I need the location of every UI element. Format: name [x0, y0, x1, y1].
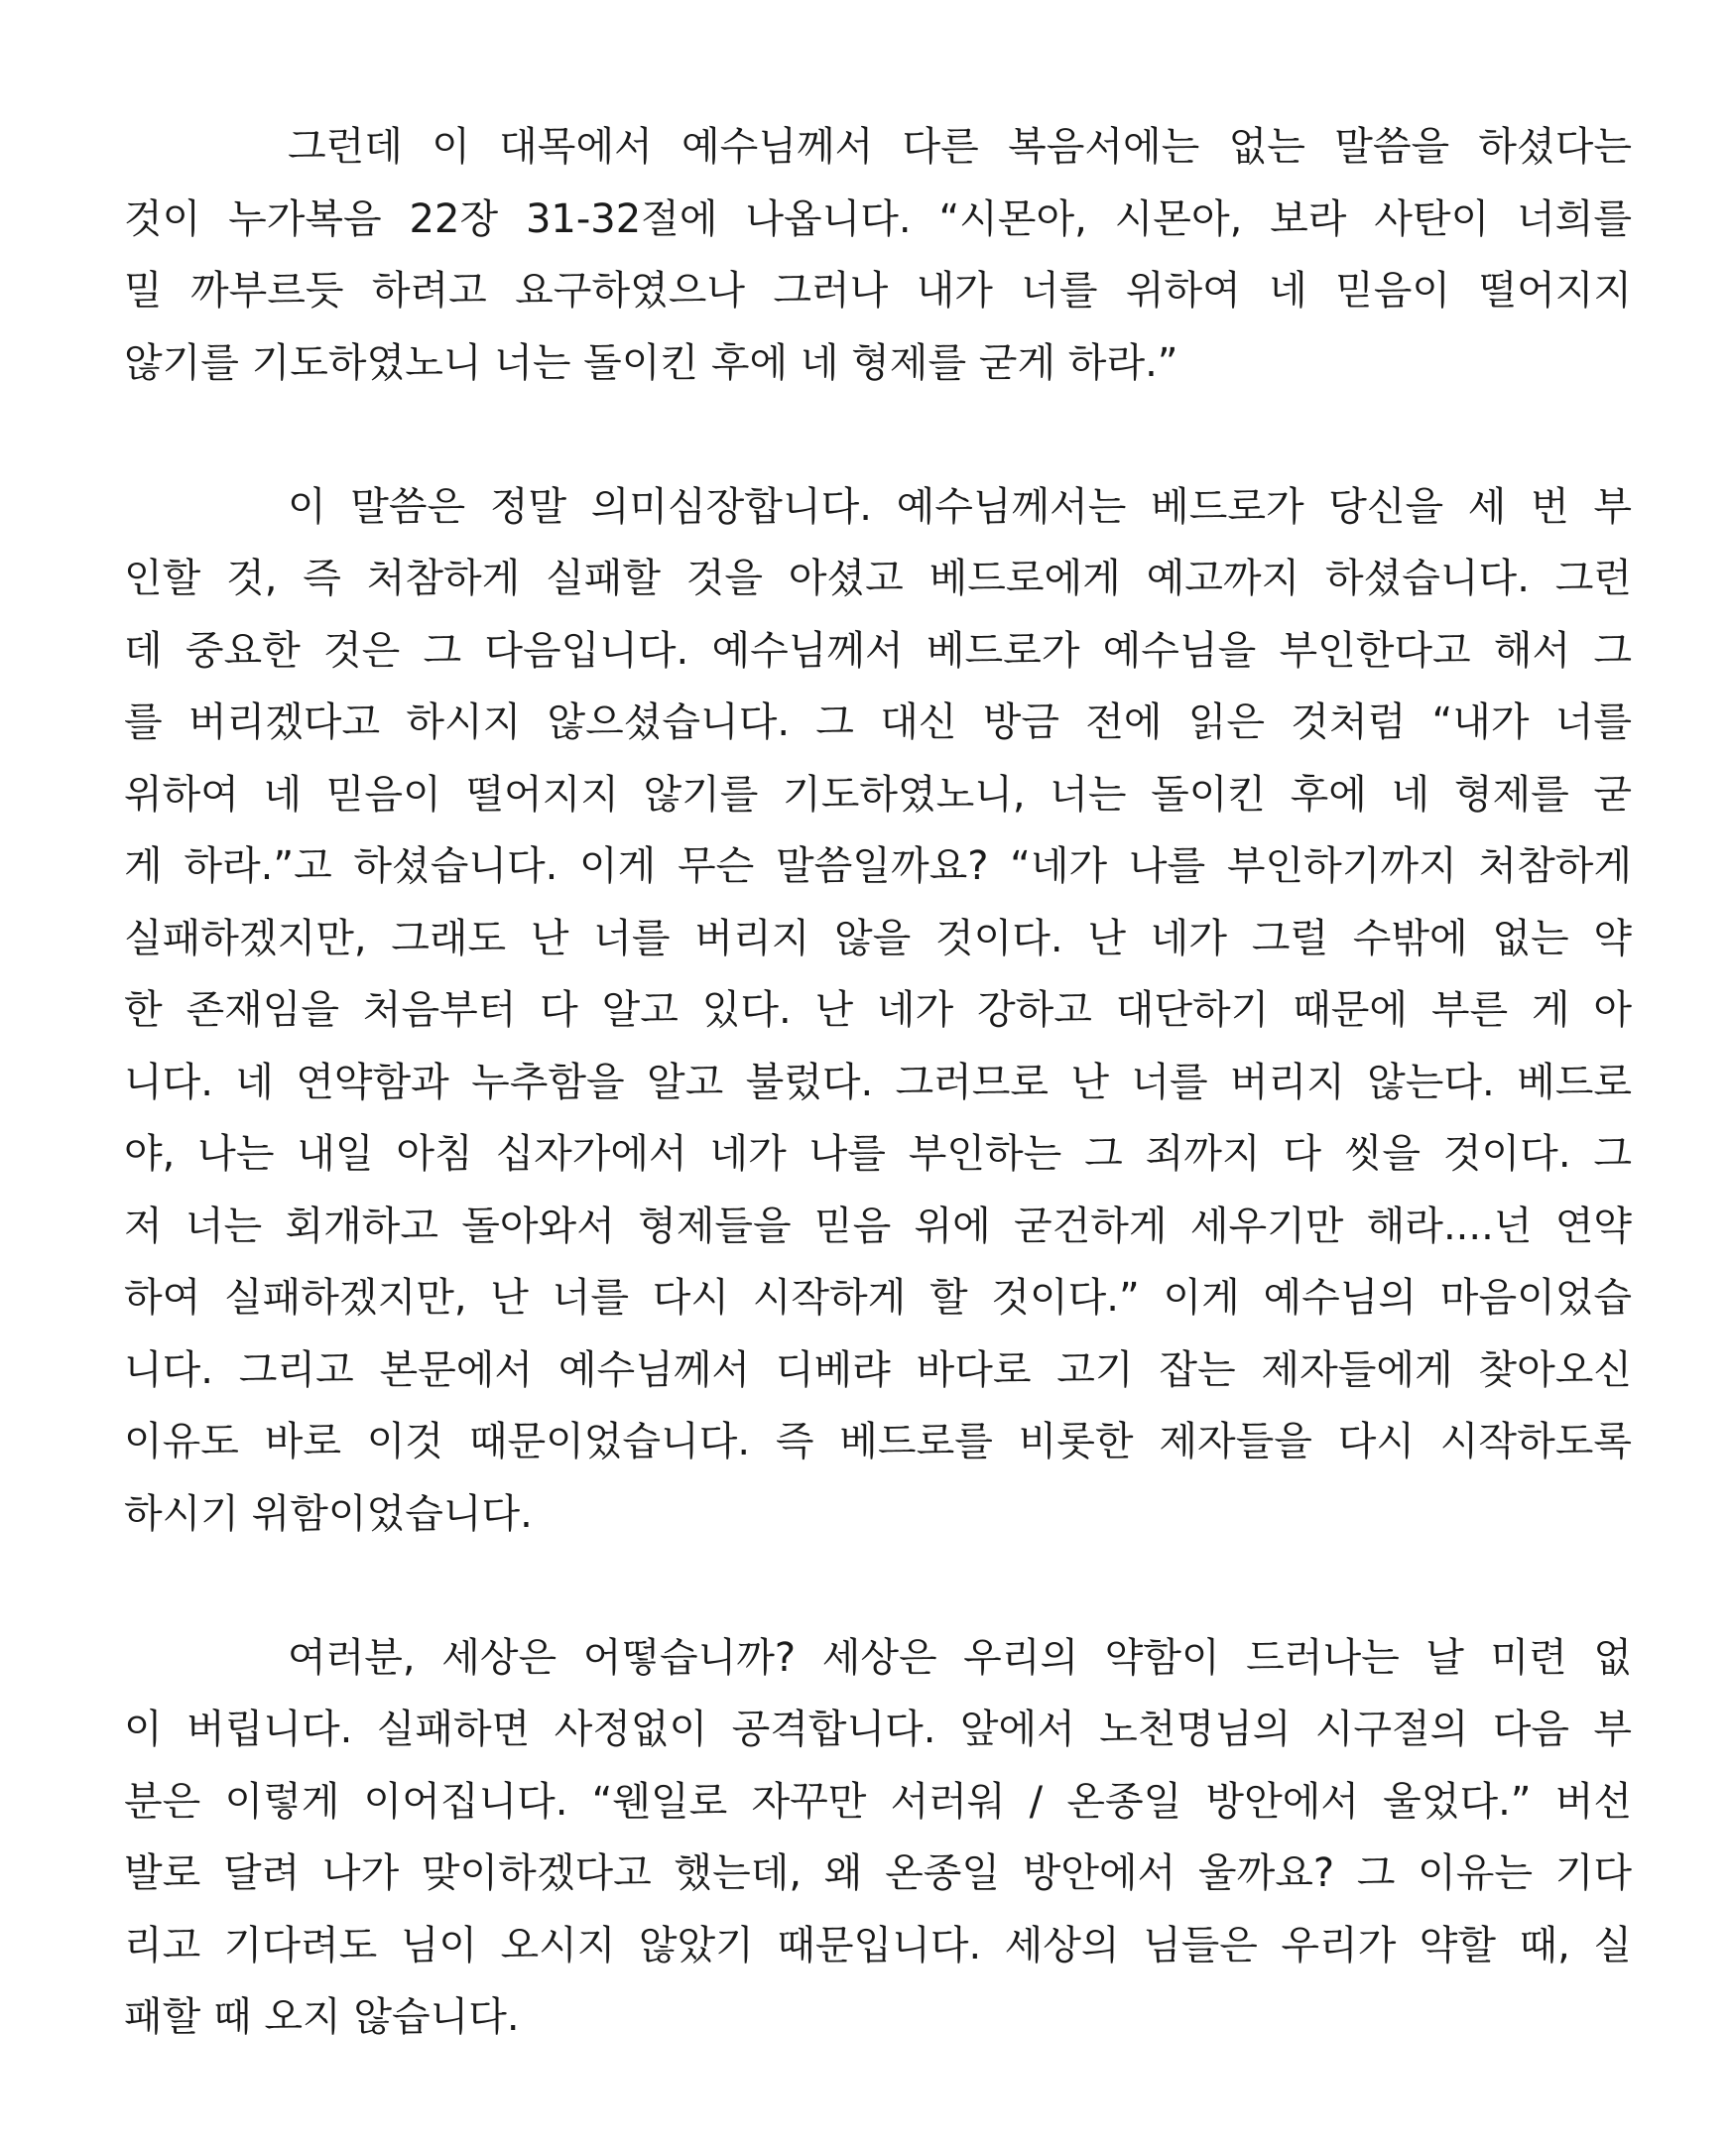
- text-line: 리고 기다려도 님이 오시지 않았기 때문입니다. 세상의 님들은 우리가 약할 때, 실: [124, 1922, 1632, 1968]
- text-line: 한 존재임을 처음부터 다 알고 있다. 난 네가 강하고 대단하기 때문에 부른 게 아: [124, 987, 1632, 1033]
- text-line: 데 중요한 것은 그 다음입니다. 예수님께서 베드로가 예수님을 부인한다고 해서 그: [124, 627, 1632, 674]
- text-line: 이유도 바로 이것 때문이었습니다. 즉 베드로를 비롯한 제자들을 다시 시작하도록: [124, 1419, 1632, 1464]
- text-line: 패할 때 오지 않습니다.: [124, 1994, 520, 2040]
- text-line: 저 너는 회개하고 돌아와서 형제들을 믿음 위에 굳건하게 세우기만 해라....넌 연약: [124, 1203, 1632, 1249]
- text-line: 하시기 위함이었습니다.: [124, 1490, 533, 1537]
- paragraph-2: [124, 471, 1632, 1551]
- text-line: 니다. 그리고 본문에서 예수님께서 디베랴 바다로 고기 잡는 제자들에게 찾아오신: [124, 1346, 1632, 1393]
- text-line: 밀 까부르듯 하려고 요구하였으나 그러나 내가 너를 위하여 네 믿음이 떨어지지: [124, 268, 1632, 314]
- paragraph-3: [124, 1622, 1632, 2054]
- text-line: 하여 실패하겠지만, 난 너를 다시 시작하게 할 것이다.” 이게 예수님의 마음이었습: [124, 1275, 1632, 1321]
- text-line: 발로 달려 나가 맞이하겠다고 했는데, 왜 온종일 방안에서 울까요? 그 이유는 기다: [124, 1850, 1632, 1896]
- text-line: 니다. 네 연약함과 누추함을 알고 불렀다. 그러므로 난 너를 버리지 않는다. 베드로: [124, 1059, 1632, 1105]
- text-line: 여러분, 세상은 어떻습니까? 세상은 우리의 약함이 드러나는 날 미련 없: [288, 1634, 1632, 1681]
- text-line: 것이 누가복음 22장 31-32절에 나옵니다. “시몬아, 시몬아, 보라 사탄이 너희를: [124, 195, 1632, 242]
- paragraph-gap: [124, 399, 1632, 471]
- text-line: 않기를 기도하였노니 너는 돌이킨 후에 네 형제를 굳게 하라.”: [124, 339, 1178, 386]
- text-line: 분은 이렇게 이어집니다. “웬일로 자꾸만 서러워 / 온종일 방안에서 울었다.” 버선: [124, 1778, 1632, 1825]
- text-line: 위하여 네 믿음이 떨어지지 않기를 기도하였노니, 너는 돌이킨 후에 네 형제를 굳: [124, 771, 1632, 818]
- paragraph-1: [124, 111, 1632, 399]
- text-line: 그런데 이 대목에서 예수님께서 다른 복음서에는 없는 말씀을 하셨다는: [288, 124, 1632, 170]
- document-page: [124, 111, 1632, 2054]
- text-line: 이 버립니다. 실패하면 사정없이 공격합니다. 앞에서 노천명님의 시구절의 다음 부: [124, 1707, 1632, 1752]
- text-line: 를 버리겠다고 하시지 않으셨습니다. 그 대신 방금 전에 읽은 것처럼 “내가 너를: [124, 699, 1632, 745]
- text-line: 이 말씀은 정말 의미심장합니다. 예수님께서는 베드로가 당신을 세 번 부: [288, 483, 1632, 530]
- text-line: 야, 나는 내일 아침 십자가에서 네가 나를 부인하는 그 죄까지 다 씻을 것이다. 그: [124, 1131, 1632, 1177]
- text-line: 실패하겠지만, 그래도 난 너를 버리지 않을 것이다. 난 네가 그럴 수밖에 없는 약: [124, 915, 1632, 961]
- text-line: 인할 것, 즉 처참하게 실패할 것을 아셨고 베드로에게 예고까지 하셨습니다. 그런: [124, 556, 1632, 601]
- text-line: 게 하라.”고 하셨습니다. 이게 무슨 말씀일까요? “네가 나를 부인하기까지 처참하게: [124, 843, 1632, 889]
- paragraph-gap: [124, 1550, 1632, 1622]
